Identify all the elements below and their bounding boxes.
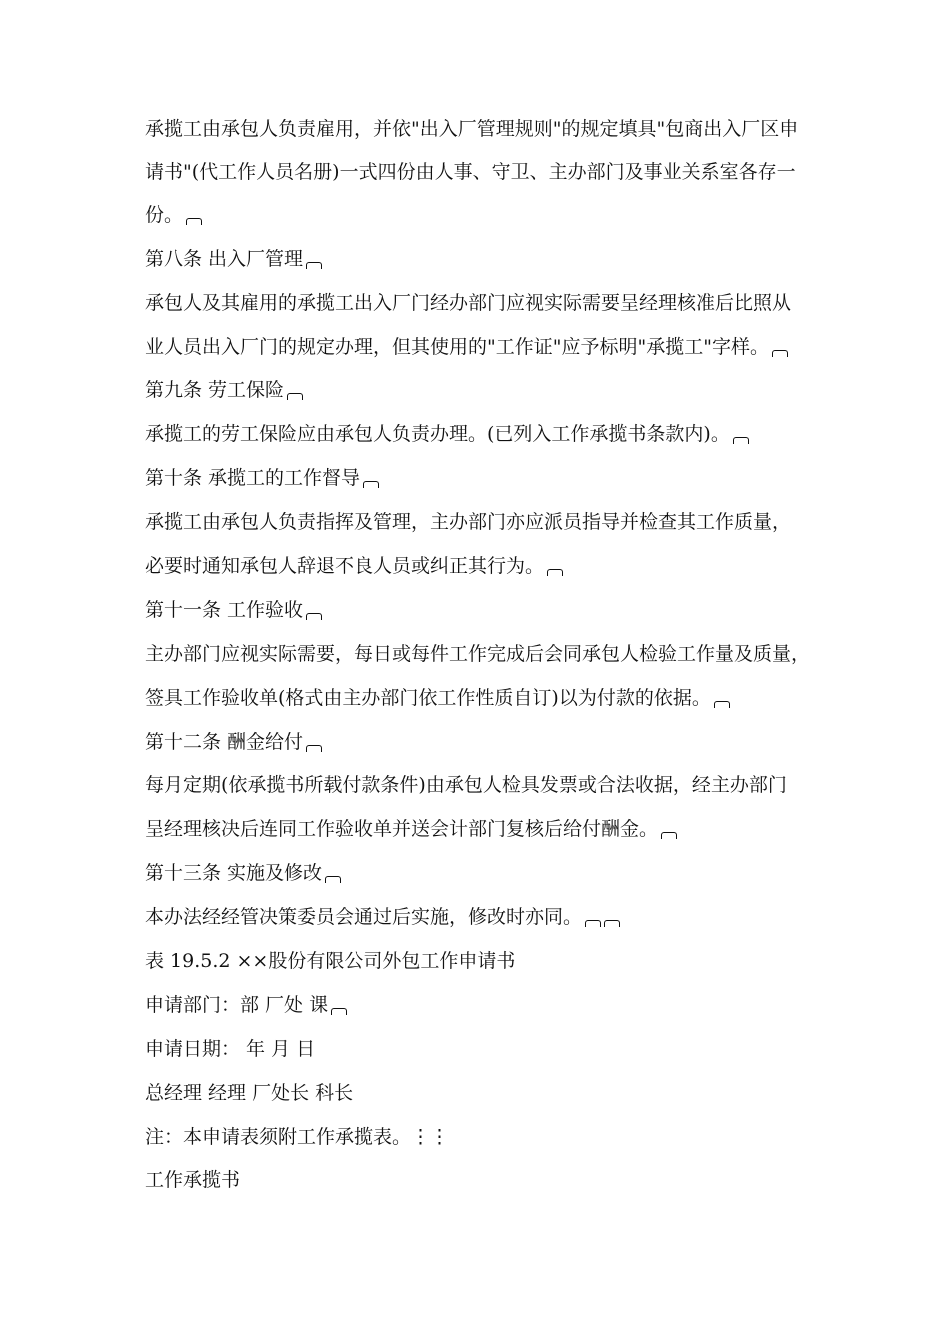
paragraph-mark-icon [306, 745, 322, 752]
paragraph-line: 承揽工由承包人负责指挥及管理，主办部门亦应派员指导并检查其工作质量， [145, 511, 792, 533]
paragraph-mark-icon [363, 481, 379, 488]
paragraph-line: 必要时通知承包人辞退不良人员或纠正其行为。 [145, 554, 825, 578]
paragraph-line: 每月定期(依承揽书所载付款条件)由承包人检具发票或合法收据，经主办部门 [145, 774, 787, 796]
form-signatories: 总经理 经理 厂处长 科长 [145, 1082, 354, 1104]
paragraph-mark-icon [325, 876, 341, 883]
paragraph-mark-icon [733, 437, 749, 444]
paragraph-mark-icon [547, 569, 563, 576]
paragraph-line: 份。 [145, 203, 825, 227]
paragraph-mark-icon [287, 393, 303, 400]
section-title: 工作承揽书 [145, 1169, 241, 1191]
paragraph-line: 本办法经经管决策委员会通过后实施，修改时亦同。 [145, 905, 825, 929]
form-field-date: 申请日期： 年 月 日 [145, 1038, 316, 1060]
paragraph-mark-icon [306, 613, 322, 620]
paragraph-line: 承包人及其雇用的承揽工出入厂门经办部门应视实际需要呈经理核准后比照从 [145, 292, 792, 314]
paragraph-line: 呈经理核决后连同工作验收单并送会计部门复核后给付酬金。 [145, 817, 825, 841]
paragraph-line: 请书"(代工作人员名册)一式四份由人事、守卫、主办部门及事业关系室各存一 [145, 161, 796, 183]
paragraph-line: 业人员出入厂门的规定办理，但其使用的"工作证"应予标明"承揽工"字样。 [145, 335, 825, 359]
table-caption: 表 19.5.2 ××股份有限公司外包工作申请书 [145, 950, 516, 972]
paragraph-line: 签具工作验收单(格式由主办部门依工作性质自订)以为付款的依据。 [145, 686, 825, 710]
paragraph-mark-icon [331, 1008, 347, 1015]
form-note: 注：本申请表须附工作承揽表。⋮⋮ [145, 1126, 450, 1148]
paragraph-mark-icon [306, 262, 322, 269]
article-heading: 第九条 劳工保险 [145, 378, 825, 402]
article-heading: 第十条 承揽工的工作督导 [145, 466, 825, 490]
article-heading: 第八条 出入厂管理 [145, 247, 825, 271]
form-field-department: 申请部门：部 厂处 课 [145, 993, 825, 1017]
paragraph-mark-icon [604, 920, 620, 927]
paragraph-mark-icon [772, 350, 788, 357]
paragraph-mark-icon [585, 920, 601, 927]
paragraph-mark-icon [714, 701, 730, 708]
paragraph-line: 主办部门应视实际需要，每日或每件工作完成后会同承包人检验工作量及质量， [145, 643, 811, 665]
paragraph-line: 承揽工由承包人负责雇用，并依"出入厂管理规则"的规定填具"包商出入厂区申 [145, 118, 799, 140]
article-heading: 第十一条 工作验收 [145, 598, 825, 622]
paragraph-mark-icon [186, 218, 202, 225]
article-heading: 第十二条 酬金给付 [145, 730, 825, 754]
paragraph-line: 承揽工的劳工保险应由承包人负责办理。(已列入工作承揽书条款内)。 [145, 422, 825, 446]
paragraph-mark-icon [661, 832, 677, 839]
article-heading: 第十三条 实施及修改 [145, 861, 825, 885]
